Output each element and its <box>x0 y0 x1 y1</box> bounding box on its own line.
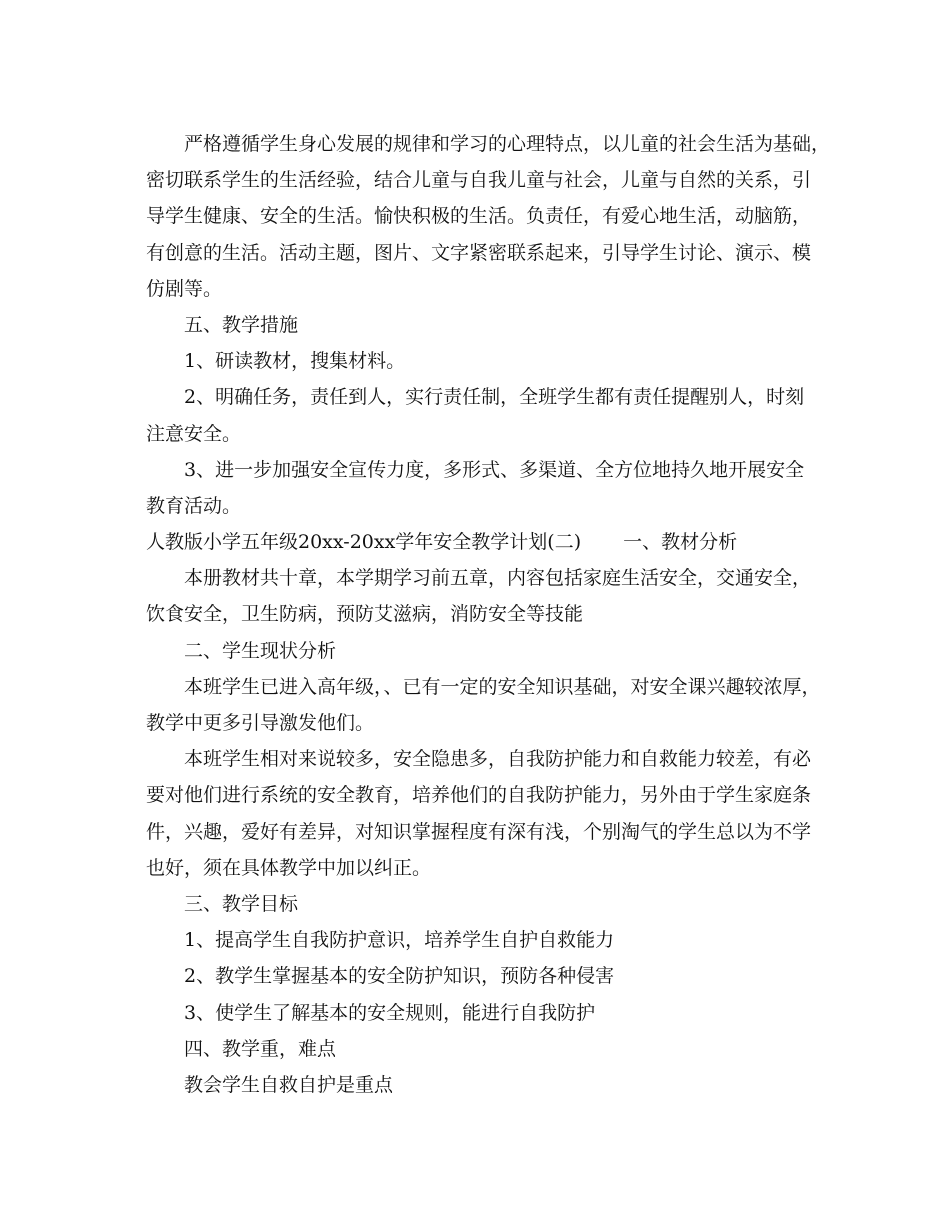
paragraph-line: 要对他们进行系统的安全教育，培养他们的自我防护能力，另外由于学生家庭条 <box>146 784 812 807</box>
list-item: 2、明确任务，责任到人，实行责任制，全班学生都有责任提醒别人，时刻 <box>184 386 805 409</box>
paragraph-line: 教学中更多引导激发他们。 <box>146 712 375 734</box>
section-heading: 三、教学目标 <box>184 892 299 915</box>
list-item: 3、进一步加强安全宣传力度，多形式、多渠道、全方位地持久地开展安全 <box>184 458 805 481</box>
section-heading: 五、教学措施 <box>184 313 299 336</box>
paragraph-line: 密切联系学生的生活经验，结合儿童与自我儿童与社会，儿童与自然的关系，引 <box>146 169 812 192</box>
paragraph-line: 饮食安全，卫生防病，预防艾滋病，消防安全等技能 <box>146 603 584 626</box>
list-item-continued: 注意安全。 <box>146 422 242 445</box>
document-body <box>146 126 831 1103</box>
list-item: 3、使学生了解基本的安全规则，能进行自我防护 <box>184 1001 596 1024</box>
paragraph-line: 件，兴趣，爱好有差异，对知识掌握程度有深有浅，个别淘气的学生总以为不学 <box>146 820 812 843</box>
list-item-continued: 教育活动。 <box>146 494 242 517</box>
section-heading: 二、学生现状分析 <box>184 639 337 662</box>
paragraph-line: 严格遵循学生身心发展的规律和学习的心理特点，以儿童的社会生活为基础， <box>184 133 831 155</box>
section-heading: 四、教学重，难点 <box>184 1037 337 1060</box>
paragraph-line: 有创意的生活。活动主题，图片、文字紧密联系起来，引导学生讨论、演示、模 <box>146 241 812 264</box>
paragraph-line: 仿剧等。 <box>146 277 223 300</box>
paragraph-line: 教会学生自救自护是重点 <box>184 1073 394 1096</box>
list-item: 1、研读教材，搜集材料。 <box>184 350 406 373</box>
paragraph-line: 也好，须在具体教学中加以纠正。 <box>146 856 432 879</box>
paragraph-line: 本册教材共十章，本学期学习前五章，内容包括家庭生活安全，交通安全， <box>184 567 812 590</box>
document-title: 人教版小学五年级20xx-20xx学年安全教学计划(二) <box>146 531 582 554</box>
list-item: 2、教学生掌握基本的安全防护知识，预防各种侵害 <box>184 965 615 988</box>
paragraph-line: 本班学生相对来说较多，安全隐患多，自我防护能力和自救能力较差，有必 <box>184 748 812 771</box>
paragraph-line: 本班学生已进入高年级，、已有一定的安全知识基础，对安全课兴趣较浓厚， <box>184 675 821 698</box>
list-item: 1、提高学生自我防护意识，培养学生自护自救能力 <box>184 929 615 952</box>
paragraph-line: 导学生健康、安全的生活。愉快积极的生活。负责任，有爱心地生活，动脑筋， <box>146 205 812 228</box>
section-heading: 一、教材分析 <box>623 531 738 554</box>
document-title-line <box>146 524 816 560</box>
